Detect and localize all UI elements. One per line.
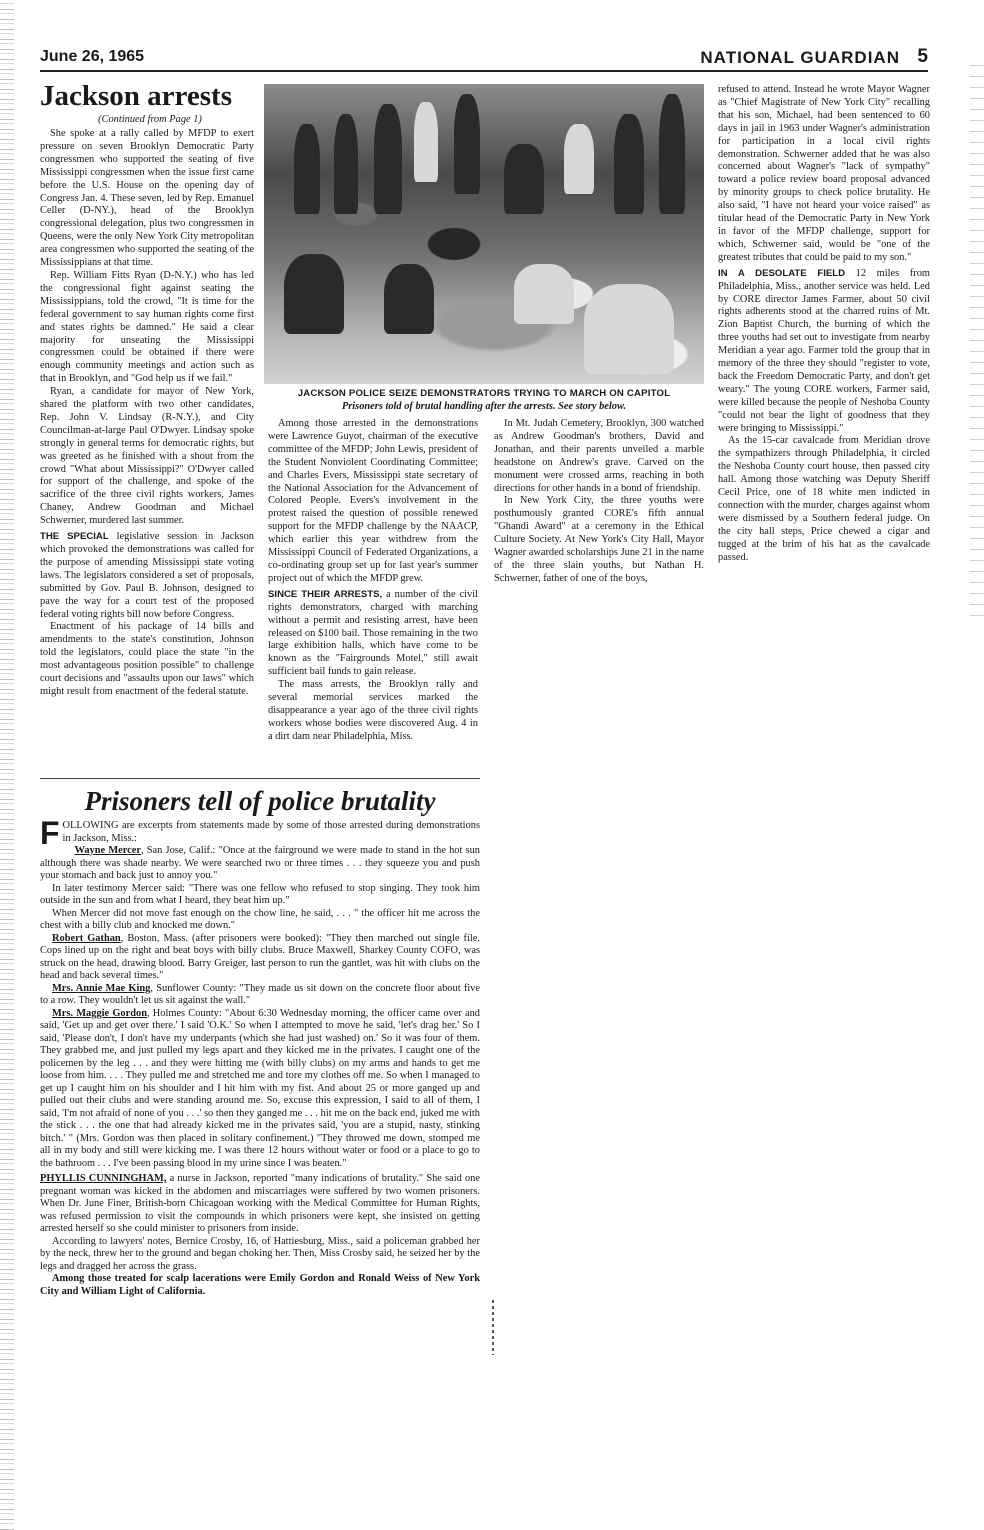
newspaper-name: NATIONAL GUARDIAN <box>700 48 900 67</box>
paragraph: In New York City, the three youths were posthumously granted CORE's fifth annual "Ghandi Award" at a ceremony in the Ethical Culture Society. At New York's City Hall, Mayor Wagner awarded scholarships June 21 in the name of the three slain youths, but Nathan H. Schwerner, father of one of the boys, <box>494 495 704 584</box>
paragraph: Wayne Mercer, San Jose, Calif.: "Once at the fairground we were made to stand in the hot sun although there was shade nearby. We were searched two or three times . . . they squeeze you and push your stomach and back just to annoy you." <box>40 845 480 881</box>
paragraph: When Mercer did not move fast enough on the chow line, he said, . . . " the officer hit me across the chest with a billy club and knocked me down." <box>40 907 480 931</box>
paragraph: Ryan, a candidate for mayor of New York, shared the platform with two other candidates, Rep. John V. Lindsay (R-N.Y.), and City Councilman-at-large Paul O'Dwyer. Lindsay spoke strongly in general terms for democratic rights, but was greeted as he finished with a shout from the crowd "What about Mississippi?" O'Dwyer called for support of the challenge, and spoke of the sacrifice of the three civil rights workers, James Chaney, Andrew Goodman and Michael Schwerner, murdered last summer. <box>40 386 254 527</box>
paragraph: In later testimony Mercer said: "There was one fellow who refused to stop singing. They took him outside in the sun and from what I heard, they beat him up." <box>40 882 480 906</box>
prisoners-article <box>40 815 480 1298</box>
paragraph: In Mt. Judah Cemetery, Brooklyn, 300 watched as Andrew Goodman's brothers, David and Jonathan, and their parents unveiled a marble headstone on Andrew's grave. Carved on the monument were crossed arms, reaching in both directions for other hands in a bond of friendship. <box>494 418 704 494</box>
section-divider <box>40 778 480 779</box>
photo-caption-title: JACKSON POLICE SEIZE DEMONSTRATORS TRYING TO MARCH ON CAPITOL <box>297 388 671 399</box>
paragraph: As the 15-car cavalcade from Meridian drove the sympathizers through Philadelphia, it circled the Neshoba County court house, then passed city hall. Among those watching was Deputy Sheriff Cecil Price, one of 18 white men indicted in connection with the murder, charges against whom were dismissed by a Southern federal judge. On the city hall steps, Price chewed a cigar and tugged at the brim of his hat as the cavalcade passed. <box>718 435 930 563</box>
paragraph: According to lawyers' notes, Bernice Crosby, 16, of Hattiesburg, Miss., said a policeman grabbed her by the neck, threw her to the ground and began choking her. Then, Miss Crosby said, he seized her by the legs and dragged her across the grass. <box>40 1235 480 1272</box>
prisoners-headline: Prisoners tell of police brutality <box>84 786 436 816</box>
paragraph: Mrs. Annie Mae King, Sunflower County: "They made us sit down on the concrete floor about five to a row. They wouldn't let us sit against the wall." <box>40 982 480 1006</box>
witness-name: Mrs. Annie Mae King <box>52 982 151 994</box>
paragraph: Mrs. Maggie Gordon, Holmes County: "About 6:30 Wednesday morning, the officer came over and said, 'Get up and get over there.' I said 'O.K.' So when I attempted to move he said, 'let's drag her.' So I said, 'Please don't, I don't have my underpants (which she had just washed) on.' So it was four of them. They grabbed me, and just pulled my legs apart and they kicked me in the privates. I caught one of the policemen by the leg . . . and they were hitting me (with billy clubs) on my arms and hands to get me loose from him. . . . They pulled me and stretched me and tore my clothes off me. So when I managed to get up I caught him on his shoulder and I hit him with my fist. And about 25 or more ganged up and pulled out their clubs and were standing around me. So, excuse this expression, I said to all of them, I said, 'I'm not afraid of none of you . . .' so then they ganged me . . . hit me on the back end, juked me with the stick . . . the one that had already kicked me in the privates said, 'you are a stupid, nasty, stinking bitch.' " (Mrs. Gordon was then placed in solitary confinement.) "They throwed me down, stomped me all in my body and still were kicking me. I was there 12 hours without water or food or a place to go to the bathroom . . . I've been passing blood in my urine since I was beaten." <box>40 1007 480 1169</box>
paragraph: SINCE THEIR ARRESTS, a number of the civil rights demonstrators, charged with marching without a permit and resisting arrest, have been released on $100 bail. Those remaining in the two large exhibition halls, which have come to be known as the "Fairgrounds Motel," still await sufficient bail funds to gain release. <box>268 588 478 678</box>
lead-in: THE SPECIAL <box>40 531 109 543</box>
witness-name: PHYLLIS CUNNINGHAM, <box>40 1173 167 1184</box>
drop-cap: F <box>40 815 60 851</box>
demonstration-photo <box>264 84 704 384</box>
margin-mark <box>492 1300 494 1355</box>
jackson-column-4 <box>718 84 930 565</box>
paragraph: Among those treated for scalp lacerations were Emily Gordon and Ronald Weiss of New York City and William Light of California. <box>40 1273 480 1297</box>
scan-edge-left <box>0 0 14 1530</box>
jackson-column-2 <box>268 418 478 744</box>
jackson-headline: Jackson arrests <box>40 80 232 112</box>
witness-name: Wayne Mercer <box>74 845 141 856</box>
paragraph: IN A DESOLATE FIELD 12 miles from Philadelphia, Miss., another service was held. Led by CORE director James Farmer, about 50 civil rights adherents stood at the charred ruins of Mt. Zion Baptist Church, the burning of which the three youths had set out to investigate from nearby Meridian a year ago. Farmer told the group that in memory of the three they should "register to vote, back the Freedom Democratic Party, and don't get weary." The young CORE workers, Farmer said, were killed because the people of Neshoba County "could not bear the light of goodness that they were bringing to Mississippi." <box>718 267 930 434</box>
paragraph: Robert Gathan, Boston, Mass. (after prisoners were booked): "They then marched out single file. Cops lined up on the right and beat boys with billy clubs. Bruce Maxwell, Sharkey County COFO, was struck on the head, drawing blood. Barry Greiger, last person to run the gantlet, was hit with clubs on the head and back several times." <box>40 932 480 981</box>
paragraph: She spoke at a rally called by MFDP to exert pressure on seven Brooklyn Democratic Party congressmen who supported the seating of five Mississippi congressmen when the issue first came before the U.S. House on the opening day of Congress Jan. 4. These seven, led by Rep. Emanuel Celler (D-NY.), head of the Brooklyn congressional delegation, plus two congressmen in Queens, were the only New York City metropolitan area congressmen who supported the seating of the Mississippians at that time. <box>40 128 254 269</box>
paragraph: The mass arrests, the Brooklyn rally and several memorial services marked the disappearance a year ago of the three civil rights workers whose bodies were discovered Aug. 4 in a dirt dam near Philadelphia, Miss. <box>268 679 478 742</box>
jackson-column-1 <box>40 128 254 699</box>
paragraph: refused to attend. Instead he wrote Mayor Wagner as "Chief Magistrate of New York City" recalling that his son, Michael, had been sentenced to 60 days in jail in 1963 under Wagner's administration for participation in a local civil rights demonstration. Schwerner added that he was also concerned about Wagner's "lack of sympathy" toward a police review board proposal advanced by minority groups to check police brutality. He also said, "I have not heard your voice raised" as titular head of the Democratic Party in New York in favor of the MFDP challenge, support for which, Schwerner said, would be "one of the greatest tributes that could be paid to my son." <box>718 84 930 263</box>
photo-caption-text: Prisoners told of brutal handling after the arrests. See story below. <box>341 401 627 412</box>
witness-name: Mrs. Maggie Gordon <box>52 1007 147 1019</box>
paragraph: Among those arrested in the demonstrations were Lawrence Guyot, chairman of the executive committee of the MFDP; John Lewis, president of the Student Nonviolent Coordinating Committee; and Charles Evers, Mississippi state secretary of the National Association for the Advancement of Colored People. Evers's involvement in the protest raised the question of possible renewed support for the MFDP challenge by the NAACP, which earlier this year withdrew from the Mississippi Council of Federated Organizations, a co-ordinating group set up for last year's summer project out of which the MFDP grew. <box>268 418 478 584</box>
paragraph: THE SPECIAL legislative session in Jackson which provoked the demonstrations was called for the purpose of amending Mississippi state voting laws. The legislators considered a set of proposals, submitted by Gov. Paul B. Johnson, designed to pave the way for a court test of the proposed federal voting rights bill now before Congress. <box>40 531 254 620</box>
paragraph: Rep. William Fitts Ryan (D-N.Y.) who has led the congressional fight against seating the Mississippians, told the crowd, "It is time for the federal government to say human rights come first and states rights be damned." He said a clear majority for unseating the Mississippi congressmen could be obtained if there were enough community meetings and action such as that in Brooklyn, and "God help us if we fail." <box>40 269 254 385</box>
lead-in: IN A DESOLATE FIELD <box>718 267 846 279</box>
issue-date: June 26, 1965 <box>40 48 145 65</box>
paragraph: Enactment of his package of 14 bills and amendments to the state's constitution, Johnson told the legislators, could place the state "in the most advantageous position possible" to challenge court decisions and "assaults upon our laws" which might result from enactment of the federal statute. <box>40 621 254 697</box>
page-header <box>40 48 928 70</box>
lead-in: SINCE THEIR ARRESTS, <box>268 588 383 600</box>
paragraph: FOLLOWING are excerpts from statements made by some of those arrested during demonstrations in Jackson, Miss.: <box>40 815 480 851</box>
page-number: 5 <box>917 46 928 67</box>
scan-edge-right <box>970 60 984 620</box>
header-rule <box>40 70 928 72</box>
paragraph: PHYLLIS CUNNINGHAM, a nurse in Jackson, reported "many indications of brutality." She said one pregnant woman was kicked in the abdomen and miscarriages were suffered by two women prisoners. When Dr. June Finer, British-born Chicagoan working with the Medical Committee for Human Rights, was refused permission to visit the compounds in which prisoners were kept, she insisted on getting arrested herself so she could minister to prisoners from inside. <box>40 1173 480 1234</box>
jackson-column-3 <box>494 418 704 586</box>
witness-name: Robert Gathan <box>52 932 121 944</box>
continued-note: (Continued from Page 1) <box>98 114 202 125</box>
